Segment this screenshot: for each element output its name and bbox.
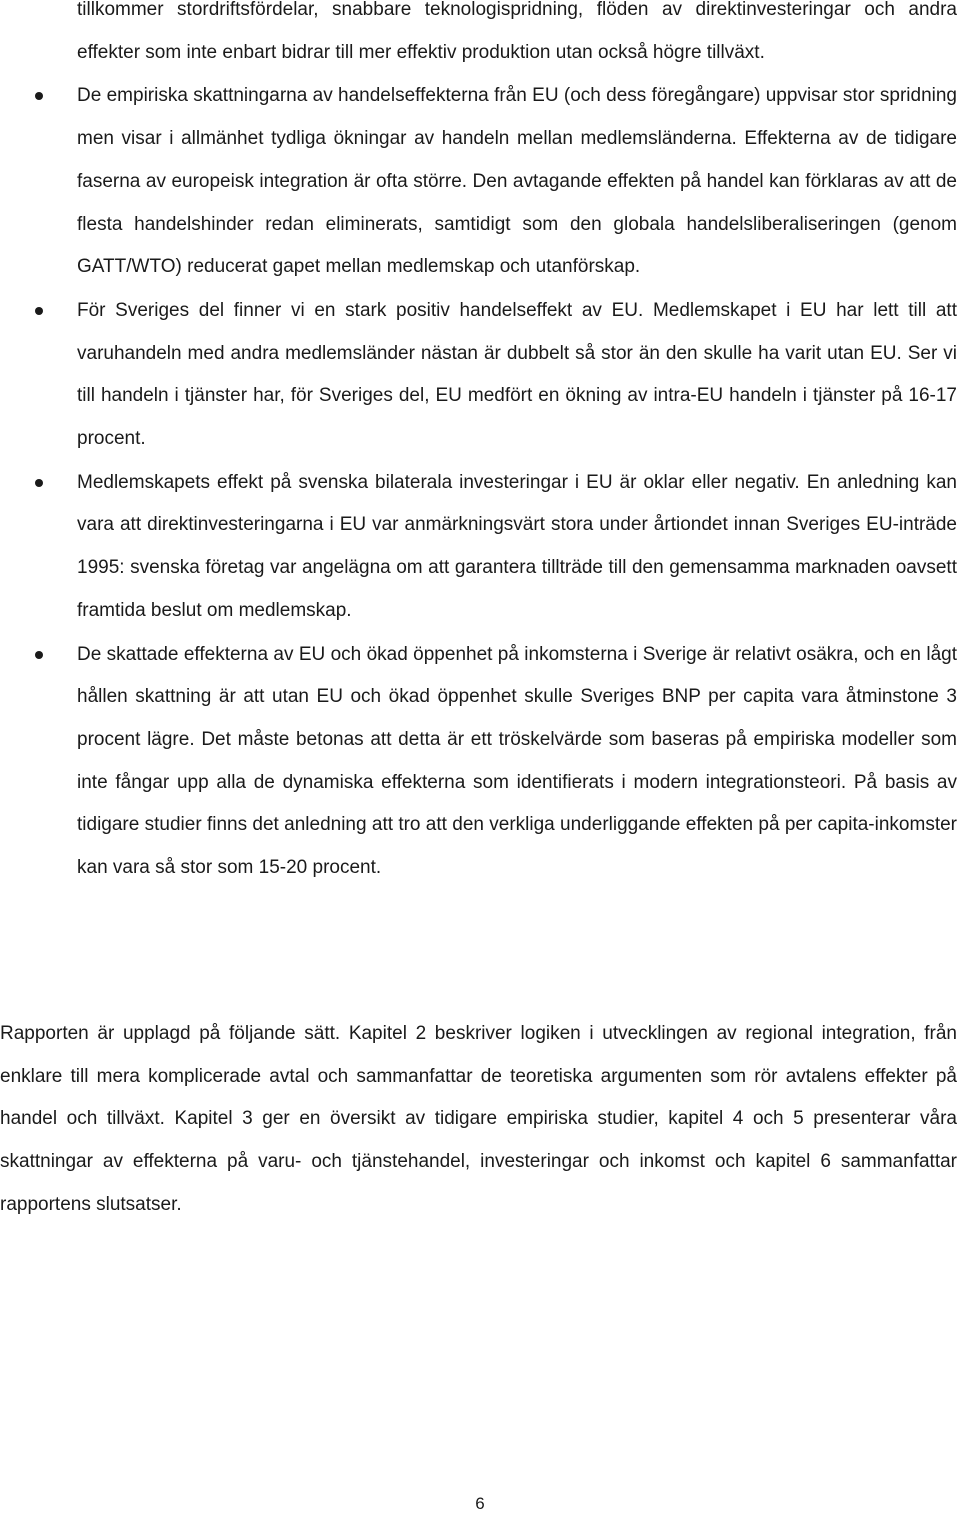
- list-item: [0, 75, 957, 289]
- bullet-text: tillkommer stordriftsfördelar, snabbare teknologispridning, flöden av direktinvesteringar och andra effekter som inte enbart bidrar till mer effektiv produktion utan också högre tillväxt.: [77, 0, 957, 63]
- bullet-icon: [35, 479, 43, 487]
- bullet-text: Medlemskapets effekt på svenska bilaterala investeringar i EU är oklar eller negativ. En anledning kan vara att direktinvesteringarna i EU var anmärkningsvärt stora under årtiondet innan Sveriges EU-inträde 1995: svenska företag var angelägna om att garantera tillträde till den gemensamma marknaden oavsett framtida beslut om medlemskap.: [77, 471, 957, 621]
- bullet-text: De skattade effekterna av EU och ökad öppenhet på inkomsterna i Sverige är relativt osäkra, och en lågt hållen skattning är att utan EU och ökad öppenhet skulle Sveriges BNP per capita vara åtminstone 3 procent lägre. Det måste betonas att detta är ett tröskelvärde som baseras på empiriska modeller som inte fångar upp alla de dynamiska effekterna som identifierats i modern integrationsteori. På basis av tidigare studier finns det anledning att tro att den verkliga underliggande effekten på per capita-inkomster kan vara så stor som 15-20 procent.: [77, 643, 957, 879]
- list-item: [0, 462, 957, 633]
- list-item: [0, 0, 957, 74]
- page-number: 6: [475, 1494, 485, 1513]
- bullet-icon: [35, 92, 43, 100]
- bullet-icon: [35, 651, 43, 659]
- list-item: [0, 290, 957, 461]
- bullet-text: För Sveriges del finner vi en stark positiv handelseffekt av EU. Medlemskapet i EU har lett till att varuhandeln med andra medlemsländer nästan är dubbelt så stor än den skulle ha varit utan EU. Ser vi till handeln i tjänster har, för Sveriges del, EU medfört en ökning av intra-EU handeln i tjänster på 16-17 procent.: [77, 299, 957, 450]
- bullet-text: De empiriska skattningarna av handelseffekterna från EU (och dess föregångare) uppvisar stor spridning men visar i allmänhet tydliga ökningar av handeln mellan medlemsländerna. Effekterna av de tidigare faserna av europeisk integration är ofta större. Den avtagande effekten på handel kan förklaras av att de flesta handelshinder redan eliminerats, samtidigt som den globala handelsliberaliseringen (genom GATT/WTO) reducerat gapet mellan medlemskap och utanförskap.: [77, 85, 957, 278]
- list-item: [0, 634, 957, 890]
- report-outline-paragraph: Rapporten är upplagd på följande sätt. Kapitel 2 beskriver logiken i utvecklingen av regional integration, från enklare till mera komplicerade avtal och sammanfattar de teoretiska argumenten som rör avtalens effekter på handel och tillväxt. Kapitel 3 ger en översikt av tidigare empiriska studier, kapitel 4 och 5 presenterar våra skattningar av effekterna på varu- och tjänstehandel, investeringar och inkomst och kapitel 6 sammanfattar rapportens slutsatser.: [0, 1023, 957, 1215]
- bullet-icon: [35, 307, 43, 315]
